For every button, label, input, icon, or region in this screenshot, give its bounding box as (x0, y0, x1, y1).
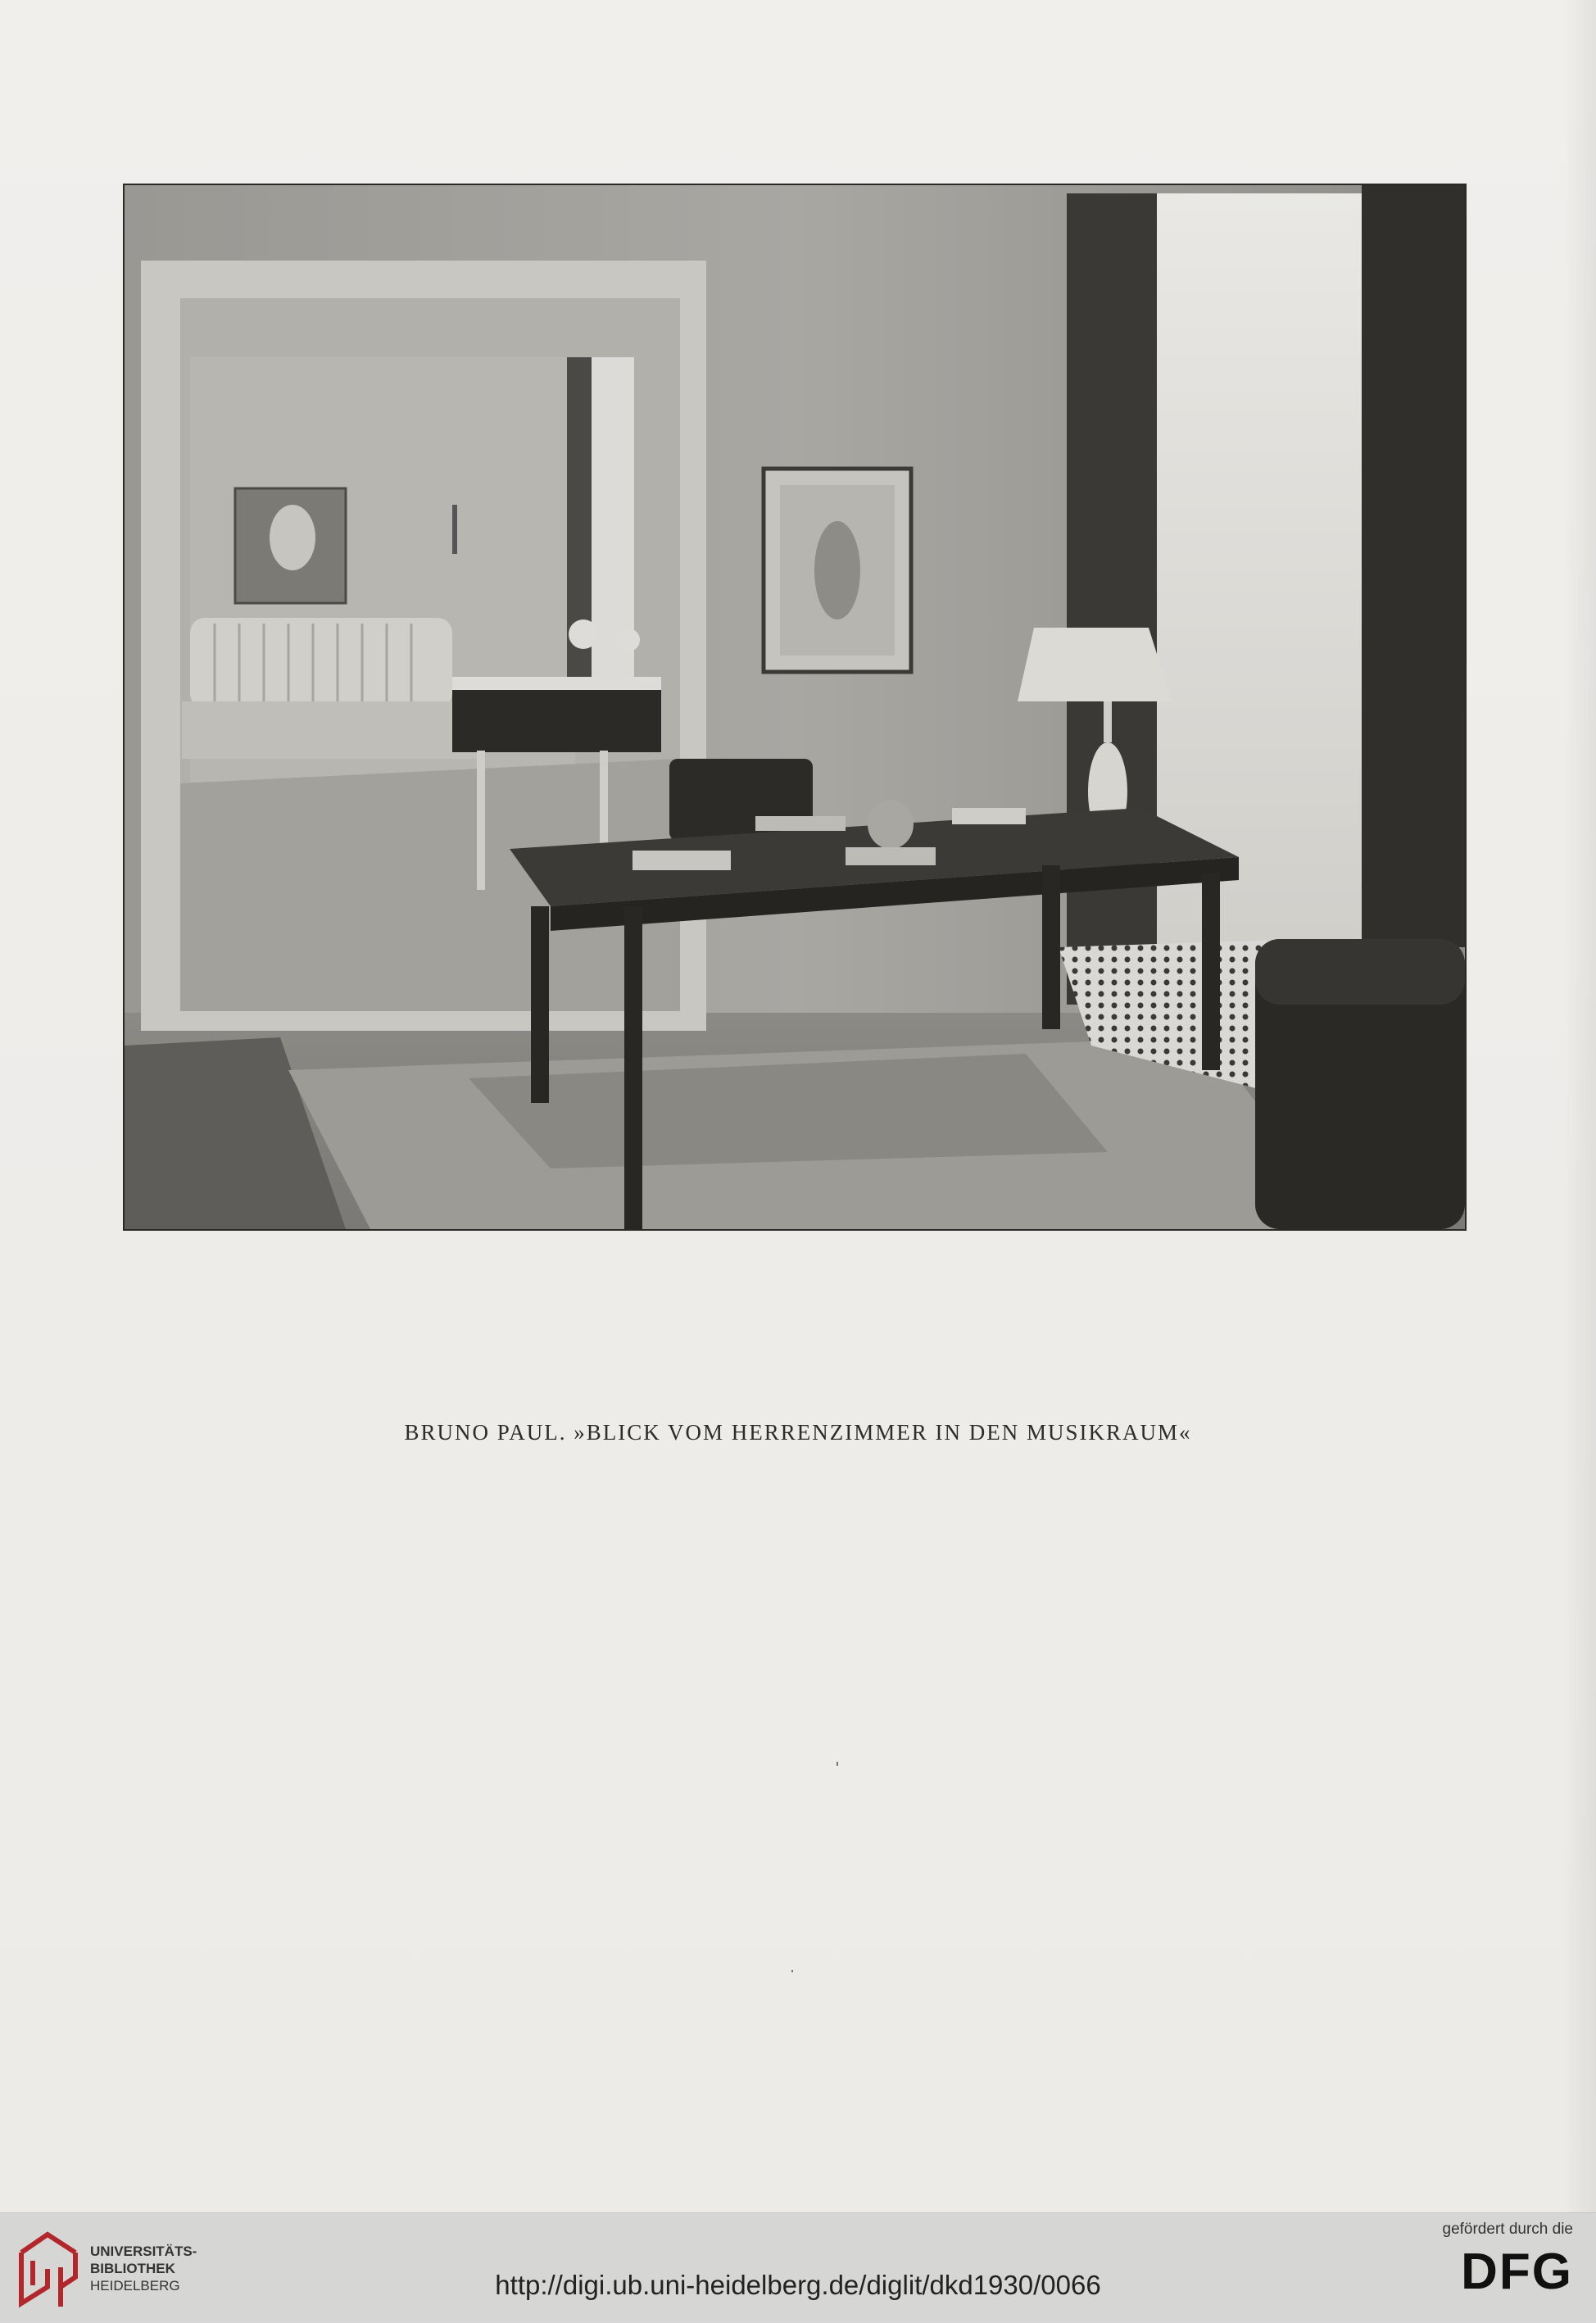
funder-label: gefördert durch die (1442, 2221, 1573, 2238)
paper-speck (837, 1762, 838, 1766)
photo-caption: BRUNO PAUL. »BLICK VOM HERRENZIMMER IN DEN MUSIKRAUM« (404, 1420, 1192, 1445)
photo-illustration (125, 185, 1465, 1229)
library-name-line3: HEIDELBERG (90, 2278, 180, 2294)
library-name-line2: BIBLIOTHEK (90, 2261, 175, 2276)
library-name-line1: UNIVERSITÄTS- (90, 2244, 197, 2259)
footer-bar (0, 2212, 1596, 2323)
paper-speck (791, 1970, 793, 1972)
permalink-url[interactable]: http://digi.ub.uni-heidelberg.de/diglit/dkd1930/0066 (495, 2270, 1101, 2300)
funder-block (1443, 2221, 1574, 2301)
interior-photograph (125, 185, 1465, 1229)
dfg-logo[interactable]: DFG (1461, 2244, 1573, 2300)
